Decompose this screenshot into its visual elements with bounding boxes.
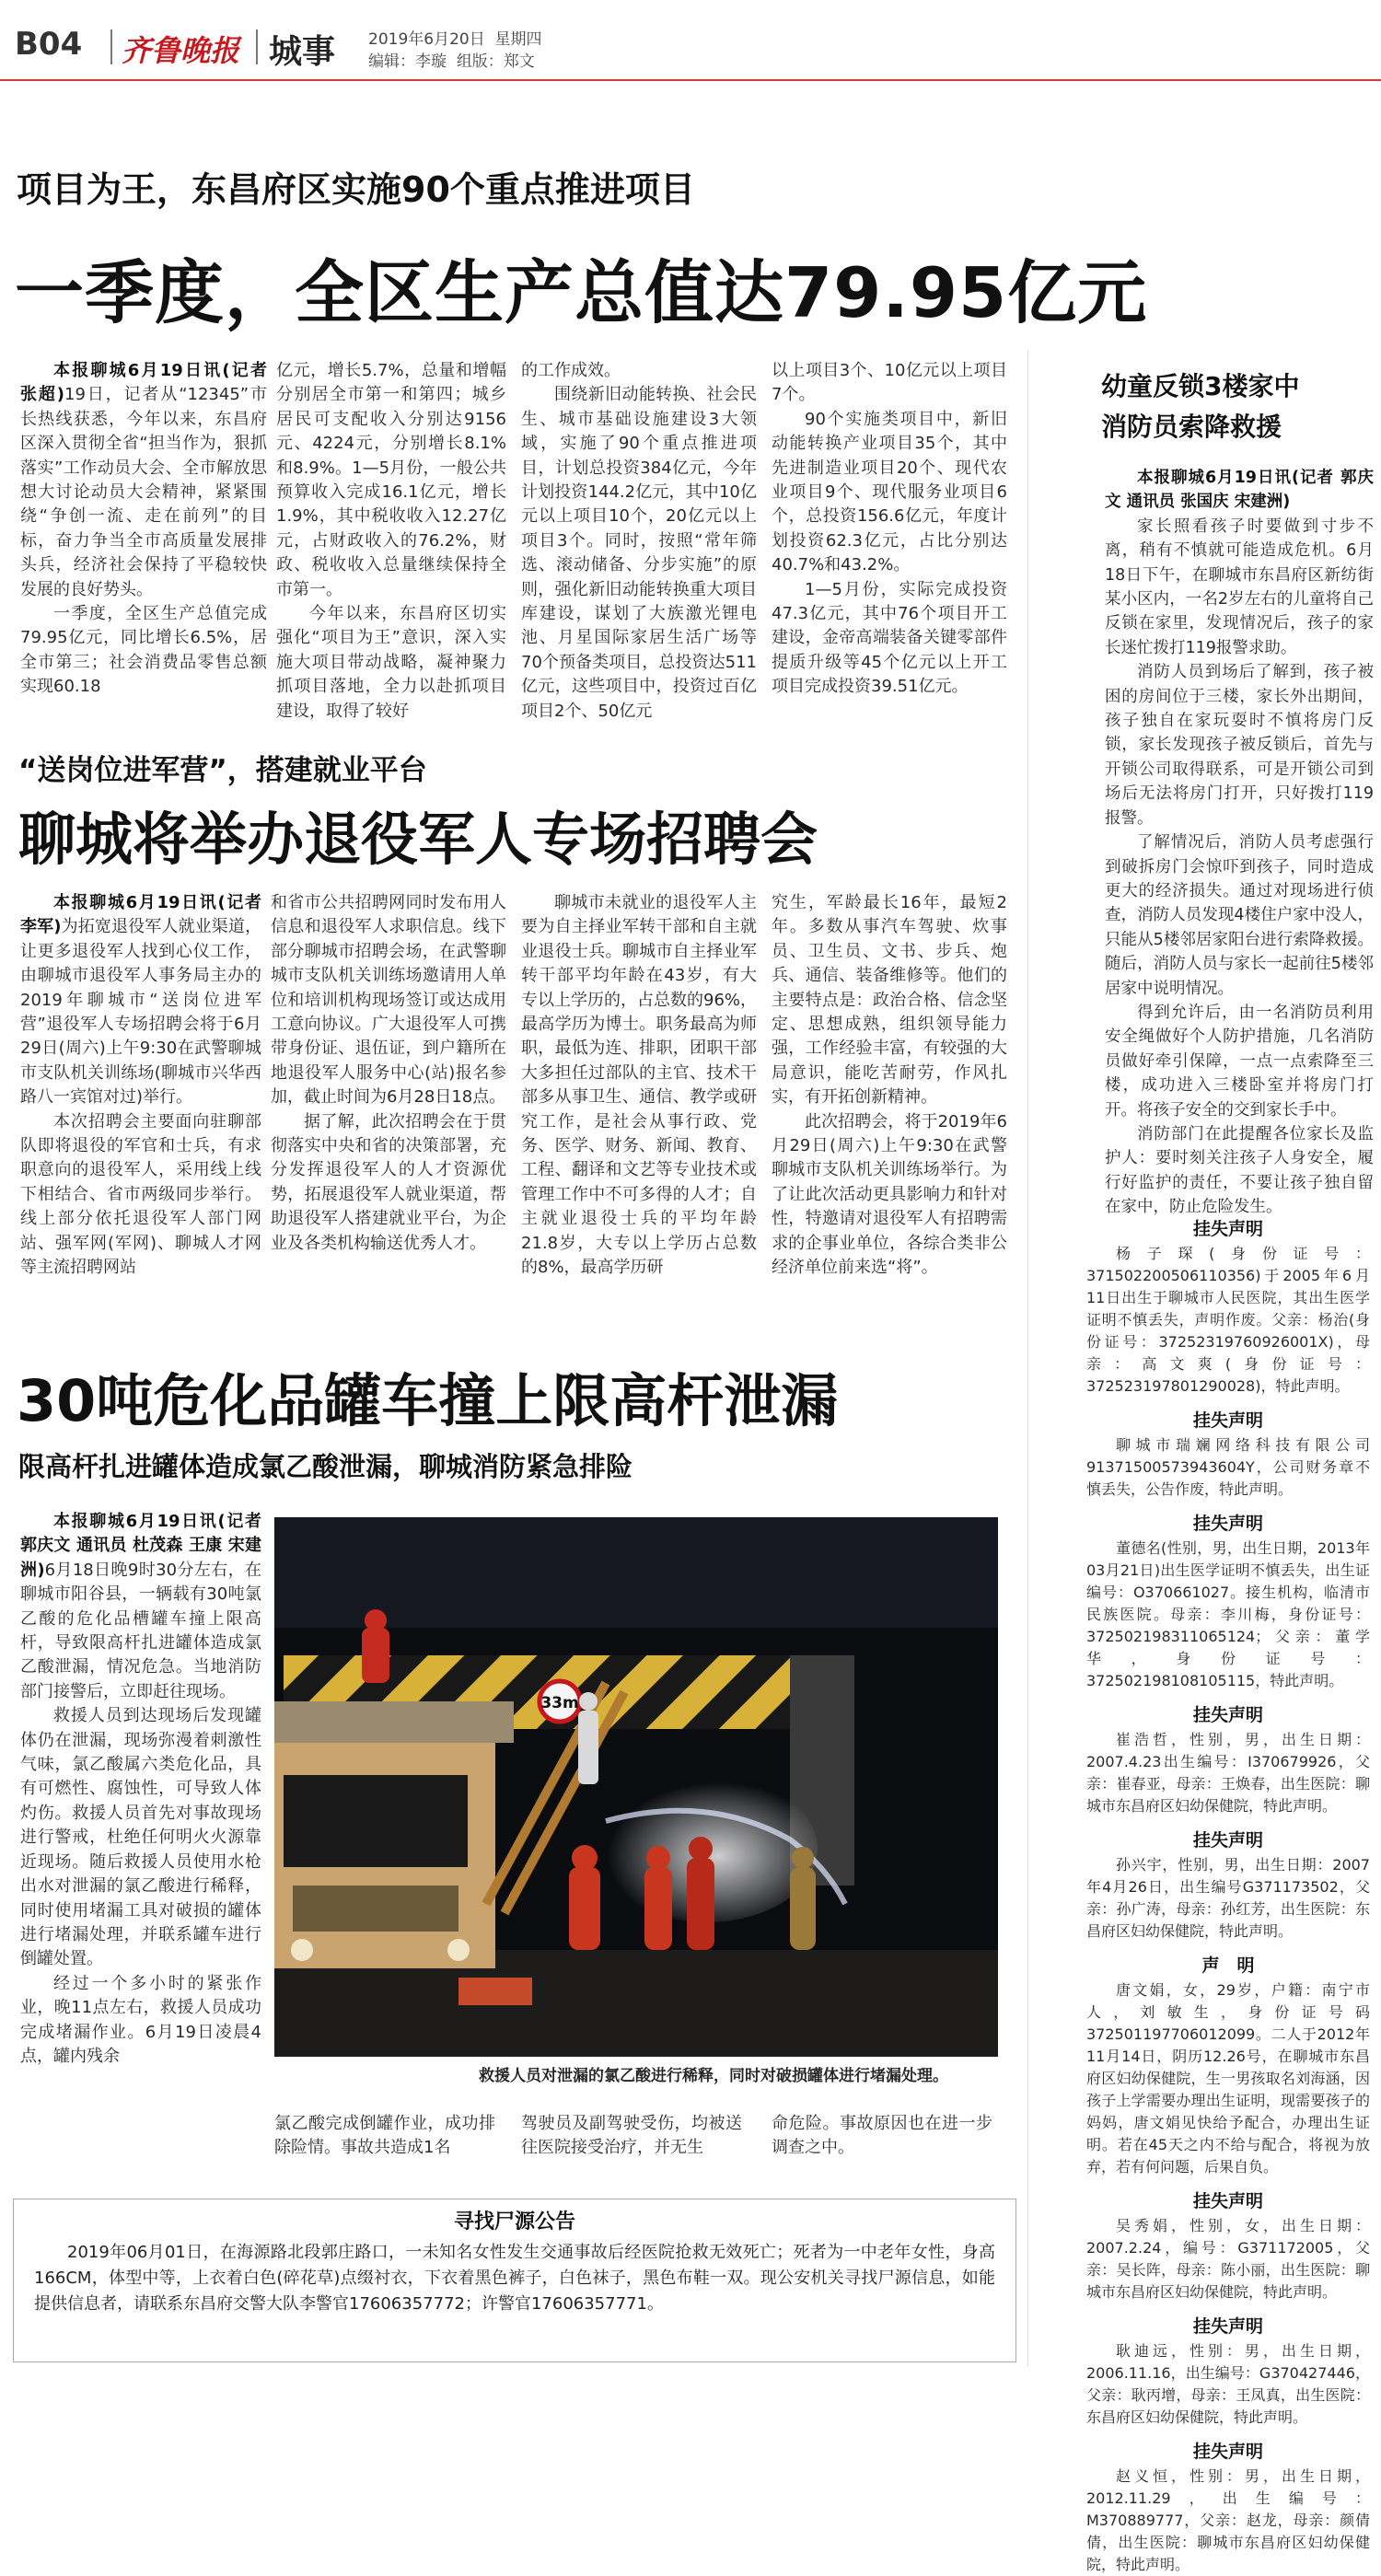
article3-paragraph: 救援人员到达现场后发现罐体仍在泄漏，现场弥漫着刺激性气味，氯乙酸属六类危化品，具有可燃性、腐蚀性，可导致人体灼伤。救援人员首先对事故现场进行警戒，杜绝任何明火火源靠近现场。随后救援人员使用水枪出水对泄漏的氯乙酸进行稀释，同时使用堵漏工具对破损的罐体进行堵漏处理，并联系罐车进行倒罐处置。 — [20, 1706, 261, 1969]
sidebar-paragraph: 消防人员到场后了解到，孩子被困的房间位于三楼，家长外出期间，孩子独自在家玩耍时不慎将房门反锁，家长发现孩子被反锁后，首先与开锁公司取得联系，可是开锁公司到场后无法将房门打开，只好拨打119报警。 — [1105, 663, 1374, 828]
sidebar-paragraph: 得到允许后，由一名消防员利用安全绳做好个人防护措施，几名消防员做好牵引保障，一点一点索降至三楼，成功进入三楼卧室并将房门打开。将孩子安全的交到家长手中。 — [1105, 1003, 1374, 1120]
layout-text: 组版：郑文 — [456, 52, 535, 71]
article1-kicker: 项目为王，东昌府区实施90个重点推进项目 — [17, 169, 695, 210]
article2-paragraph: 究生，军龄最长16年，最短2年。多数从事汽车驾驶、炊事员、卫生员、文书、步兵、炮兵、通信、装备维修等。他们的主要特点是：政治合格、信念坚定、思想成熟，组织领导能力强，工作经验丰富，有较强的大局意识，能吃苦耐劳，作风扎实，有开拓创新精神。 — [772, 893, 1007, 1108]
declaration-title: 挂失声明 — [1192, 2191, 1263, 2211]
article1-paragraph: 以上项目3个、10亿元以上项目7个。 — [772, 361, 1007, 405]
date-text: 2019年6月20日 — [368, 30, 485, 49]
article1-paragraph: 90个实施类项目中，新旧动能转换产业项目35个，其中先进制造业项目20个、现代农业项目9个、现代服务业项目6个，总投资156.6亿元，年度计划投资62.3亿元，占比分别达40.7%和43.2%。 — [772, 409, 1007, 575]
article1-paragraph: 1—5月份，实际完成投资47.3亿元，其中76个项目开工建设，金帝高端装备关键零部件提质升级等45个亿元以上开工项目完成投资39.51亿元。 — [772, 579, 1007, 697]
article2-column-4 — [772, 891, 1007, 1333]
page-number: B04 — [15, 26, 83, 63]
declaration — [1086, 1952, 1370, 2178]
sidebar-article-body — [1105, 466, 1374, 1217]
article3-paragraph: 6月18日晚9时30分左右，在聊城市阳谷县，一辆载有30吨氯乙酸的危化品槽罐车撞上限高杆，导致限高杆扎进罐体造成氯乙酸泄漏，情况危急。当地消防部门接警后，立即赶往现场。 — [20, 1560, 261, 1701]
article1-paragraph: 一季度，全区生产总值完成79.95亿元，同比增长6.5%，居全市第三；社会消费品零售总额实现60.18 — [20, 604, 267, 697]
article3-paragraph: 氯乙酸完成倒罐作业，成功排除险情。事故共造成1名 — [274, 2114, 495, 2158]
declaration — [1086, 1701, 1370, 1817]
article1-paragraph: 的工作成效。 — [521, 361, 621, 380]
declaration-title: 挂失声明 — [1192, 2316, 1263, 2337]
declaration-body: 孙兴宇，性别，男，出生日期：2007年4月26日，出生编号G371173502，父亲：孙广涛，母亲：孙红芳，出生医院：东昌府区妇幼保健院，特此声明。 — [1086, 1856, 1370, 1940]
declaration-body: 赵义恒，性别：男，出生日期，2012.11.29，出生编号：M370889777，父亲：赵龙，母亲：颜倩倩，出生医院：聊城市东昌府区妇幼保健院，特此声明。 — [1086, 2467, 1370, 2573]
editor-text: 编辑：李璇 — [368, 52, 447, 71]
article3-lead: 本报聊城6月19日讯(记者 郭庆文 通讯员 杜茂森 王康 宋建洲) — [20, 1512, 261, 1580]
article2-paragraph: 聊城市未就业的退役军人主要为自主择业军转干部和自主就业退役士兵。聊城市自主择业军转干部平均年龄在43岁，有大专以上学历的，占总数的96%，最高学历为博士。职务最高为师职，最低为连、排职，团职干部大多担任过部队的主官、技术干部多从事卫生、通信、教学或研究工作，是社会从事行政、党务、医学、财务、新闻、教育、工程、翻译和文艺等专业技术或管理工作中不可多得的人才；自主就业退役士兵的平均年龄21.8岁，大专以上学历占总数的8%，最高学历研 — [521, 893, 758, 1278]
article3-headline: 30吨危化品罐车撞上限高杆泄漏 — [17, 1367, 839, 1434]
sidebar-paragraph: 消防部门在此提醒各位家长及监护人：要时刻关注孩子人身安全，履行好监护的责任，不要让孩子独自留在家中，防止危险发生。 — [1105, 1124, 1374, 1217]
masthead-divider — [110, 29, 112, 64]
article3-column-3 — [521, 2112, 742, 2186]
article1-paragraph: 今年以来，东昌府区切实强化“项目为王”意识，深入实施大项目带动战略，凝神聚力抓项目落地，全力以赴抓项目建设，取得了较好 — [276, 604, 506, 721]
sidebar-title-line2: 消防员索降救援 — [1101, 412, 1282, 442]
article2-paragraph: 此次招聘会，将于2019年6月29日(周六)上午9:30在武警聊城市支队机关训练场举行。为了让此次活动更具影响力和针对性，特邀请对退役军人有招聘需求的企事业单位，各综合类非公经济单位前来选“将”。 — [772, 1111, 1007, 1278]
article3-paragraph: 命危险。事故原因也在进一步调查之中。 — [772, 2114, 992, 2158]
declaration-body: 董德名(性别，男，出生日期，2013年03月21日)出生医学证明不慎丢失，出生证编号：O370661027。接生机构，临清市民族医院。母亲：李川梅，身份证号：372502198311065124；父亲：董学华，身份证号：372502198108105115，特此声明。 — [1086, 1539, 1370, 1689]
masthead-divider — [256, 29, 258, 64]
article2-paragraph: 本次招聘会主要面向驻聊部队即将退役的军官和士兵，有求职意向的退役军人，采用线上线下相结合、省市两级同步举行。线上部分依托退役军人部门网站、强军网(军网)、聊城人才网等主流招聘网站 — [20, 1111, 261, 1278]
height-limit-sign: 33m — [540, 1694, 579, 1712]
declaration — [1086, 2438, 1370, 2576]
article2-column-1 — [20, 891, 261, 1333]
declaration — [1086, 1215, 1370, 1398]
article1-paragraph: 亿元，增长5.7%，总量和增幅分别居全市第一和第四；城乡居民可支配收入分别达9156元、4224元，分别增长8.1%和8.9%。1—5月份，一般公共预算收入完成16.1亿元，增长1.9%，其中税收收入12.27亿元，占财政收入的76.2%，财政、税收收入总量继续保持全市第一。 — [276, 361, 506, 599]
rescue-photo — [274, 1517, 998, 2057]
article1-lead: 本报聊城6月19日讯(记者 张超) — [20, 361, 267, 405]
masthead-rule — [0, 79, 1381, 81]
article2-headline: 聊城将举办退役军人专场招聘会 — [18, 806, 818, 873]
editor-credits — [368, 48, 535, 71]
article3-paragraph: 经过一个多小时的紧张作业，晚11点左右，救援人员成功完成堵漏作业。6月19日凌晨4点，罐内残余 — [20, 1973, 261, 2066]
photo-caption: 救援人员对泄漏的氯乙酸进行稀释，同时对破损罐体进行堵漏处理。 — [479, 2067, 948, 2085]
article2-paragraph: 据了解，此次招聘会在于贯彻落实中央和省的决策部署，充分发挥退役军人的人才资源优势，拓展退役军人就业渠道，帮助退役军人搭建就业平台，为企业及各类机构输送优秀人才。 — [271, 1111, 506, 1253]
article1-headline: 一季度，全区生产总值达79.95亿元 — [15, 252, 1148, 333]
article2-kicker: “送岗位进军营”，搭建就业平台 — [18, 754, 427, 787]
declaration-body: 杨子琛(身份证号：371502200506110356)于2005年6月11日出生于聊城市人民医院，其出生医学证明不慎丢失，声明作废。父亲：杨治(身份证号：37252319760926001X)，母亲：高文爽(身份证号：372523197801290028)，特此声明。 — [1086, 1245, 1370, 1395]
corpse-search-notice — [13, 2199, 1016, 2362]
declaration-body: 聊城市瑞斓网络科技有限公司91371500573943604Y，公司财务章不慎丢失，公告作废，特此声明。 — [1086, 1436, 1370, 1498]
sidebar-paragraph: 了解情况后，消防人员考虑强行到破拆房门会惊吓到孩子，同时造成更大的经济损失。通过对现场进行侦查，消防人员发现4楼住户家中没人，只能从5楼邻居家阳台进行索降救援。随后，消防人员与家长一起前往5楼邻居家中说明情况。 — [1105, 833, 1374, 998]
declaration-title: 挂失声明 — [1192, 1514, 1263, 1534]
declaration-title: 声 明 — [1201, 1955, 1255, 1976]
declaration — [1086, 1827, 1370, 1943]
sidebar-title-line1: 幼童反锁3楼家中 — [1101, 371, 1300, 401]
declarations-column — [1086, 1206, 1370, 2573]
article1-paragraph: 围绕新旧动能转换、社会民生、城市基础设施建设3大领域，实施了90个重点推进项目，计划总投资384亿元，今年计划投资144.2亿元，其中10亿元以上项目10个，20亿元以上项目3个。同时，按照“常年筛选、滚动储备、分步实施”的原则，强化新旧动能转换重大项目库建设，谋划了大族激光锂电池、月星国际家居生活广场等70个预备类项目，总投资达511亿元，这些项目中，投资过百亿项目2个、50亿元 — [521, 385, 757, 721]
declaration — [1086, 2313, 1370, 2429]
article2-lead: 本报聊城6月19日讯(记者 李军) — [20, 893, 261, 937]
declaration-title: 挂失声明 — [1192, 1410, 1263, 1431]
declaration — [1086, 1407, 1370, 1501]
declaration-body: 唐文娟，女，29岁，户籍：南宁市人，刘敏生，身份证号码372501197706012099。二人于2012年11月14日，阴历12.26号，在聊城市东昌府区妇幼保健院，生一男孩取名刘海涵，因孩子上学需要办理出生证明，现需要孩子的妈妈，唐文娟见快给予配合，办理出生证明。若在45天之内不给与配合，将视为放弃，若有何问题，后果自负。 — [1086, 1981, 1370, 2176]
article1-column-2 — [276, 359, 506, 721]
declaration-title: 挂失声明 — [1192, 1830, 1263, 1851]
section-name: 城事 — [269, 33, 336, 71]
article2-paragraph: 为拓宽退役军人就业渠道，让更多退役军人找到心仪工作，由聊城市退役军人事务局主办的2019年聊城市“送岗位进军营”退役军人专场招聘会将于6月29日(周六)上午9:30在武警聊城市支队机关训练场(聊城市兴华西路八一宾馆对过)举行。 — [20, 917, 261, 1108]
declaration-body: 崔浩哲，性别，男，出生日期：2007.4.23出生编号：I370679926，父亲：崔春亚，母亲：王焕春，出生医院：聊城市东昌府区妇幼保健院，特此声明。 — [1086, 1731, 1370, 1815]
article3-column-1 — [20, 1510, 261, 2193]
article1-column-4 — [772, 359, 1007, 709]
issue-date — [368, 26, 542, 49]
article2-column-3 — [521, 891, 757, 1333]
notice-title: 寻找尸源公告 — [453, 2210, 575, 2234]
declaration-title: 挂失声明 — [1192, 1219, 1263, 1239]
declaration — [1086, 2187, 1370, 2303]
sidebar-lead: 本报聊城6月19日讯(记者 郭庆文 通讯员 张国庆 宋建洲) — [1105, 469, 1374, 512]
paper-logo: 齐鲁晚报 — [122, 33, 240, 68]
weekday-text: 星期四 — [494, 30, 542, 49]
sidebar-divider — [1027, 350, 1028, 2366]
article1-paragraph: 19日，记者从“12345”市长热线获悉，今年以来，东昌府区深入贯彻全省“担当作为，狠抓落实”工作动员大会、全市解放思想大讨论动员大会精神，紧紧围绕“争创一流、走在前列”的目标，奋力争当全市高质量发展排头兵，经济社会保持了平稳较快发展的良好势头。 — [20, 385, 267, 599]
rescue-scene-illustration — [274, 1517, 998, 2057]
declaration-body: 耿迪远，性别：男，出生日期，2006.11.16，出生编号：G370427446，父亲：耿丙增，母亲：王凤真，出生医院：东昌府区妇幼保健院，特此声明。 — [1086, 2342, 1370, 2426]
article3-column-2 — [274, 2112, 495, 2186]
sidebar-article-title — [1101, 366, 1299, 447]
declaration-body: 吴秀娟，性别，女，出生日期：2007.2.24，编号：G371172005，父亲：吴长阵，母亲：陈小丽，出生医院：聊城市东昌府区妇幼保健院，特此声明。 — [1086, 2217, 1370, 2301]
article1-column-3 — [521, 359, 757, 721]
declaration-title: 挂失声明 — [1192, 1705, 1263, 1725]
article3-paragraph: 驾驶员及副驾驶受伤，均被送往医院接受治疗，并无生 — [521, 2114, 742, 2158]
article2-paragraph: 和省市公共招聘网同时发布用人信息和退役军人求职信息。线下部分聊城市招聘会场，在武警聊城市支队机关训练场邀请用人单位和培训机构现场签订或达成用工意向协议。广大退役军人可携带身份证、退伍证，到户籍所在地退役军人服务中心(站)报名参加，截止时间为6月28日18点。 — [271, 893, 506, 1108]
article3-column-4 — [772, 2112, 992, 2186]
declaration — [1086, 1510, 1370, 1692]
sidebar-paragraph: 家长照看孩子时要做到寸步不离，稍有不慎就可能造成危机。6月18日下午，在聊城市东昌府区新纺街某小区内，一名2岁左右的儿童将自己反锁在家里，发现情况后，孩子的家长迷忙拨打119报警求助。 — [1105, 516, 1374, 657]
notice-body: 2019年06月01日，在海源路北段郭庄路口，一未知名女性发生交通事故后经医院抢救无效死亡；死者为一中老年女性，身高166CM，体型中等，上衣着白色(碎花草)点缀衬衣，下衣着黑色裤子，白色袜子，黑色布鞋一双。现公安机关寻找尸源信息，如能提供信息者，请联系东昌府交警大队李警官17606357772；许警官17606357771。 — [34, 2243, 995, 2314]
declaration-title: 挂失声明 — [1192, 2442, 1263, 2462]
article2-column-2 — [271, 891, 506, 1333]
article3-subhead: 限高杆扎进罐体造成氯乙酸泄漏，聊城消防紧急排险 — [18, 1451, 633, 1482]
article1-column-1 — [20, 359, 267, 709]
